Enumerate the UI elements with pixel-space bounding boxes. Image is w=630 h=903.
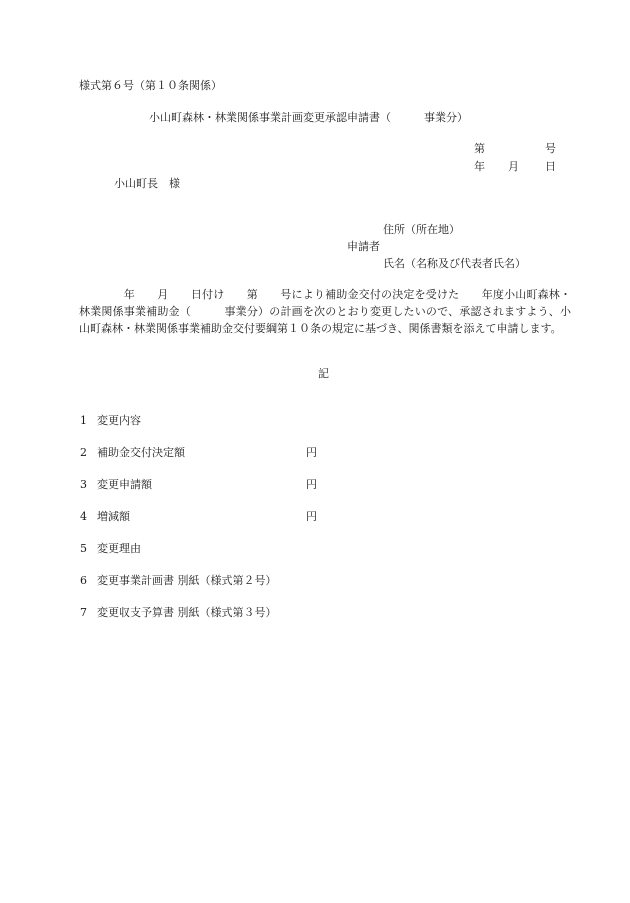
list-item-number: 5 xyxy=(80,542,87,555)
list-item xyxy=(80,607,277,618)
list-item-label: 補助金交付決定額 xyxy=(97,446,185,459)
applicant-role-label: 申請者 xyxy=(347,240,380,253)
applicant-name-label: 氏名（名称及び代表者氏名） xyxy=(383,257,526,270)
body-paragraph: 年 月 日付け 第 号により補助金交付の決定を受けた 年度小山町森林・林業関係事業補助金（ 事業分）の計画を次のとおり変更したいので、承認されますよう、小山町森林・林業関係事業補助金交付要綱第１０条の規定に基づき、関係書類を添えて申請します。 xyxy=(79,288,571,335)
list-item xyxy=(80,575,277,586)
addressee: 小山町長 様 xyxy=(114,177,180,190)
document-title: 小山町森林・林業関係事業計画変更承認申請書（ 事業分） xyxy=(149,111,468,124)
list-item-label: 増減額 xyxy=(97,510,130,523)
date-day-label: 日 xyxy=(545,160,556,173)
list-item-number: 4 xyxy=(80,510,87,523)
amount-unit: 円 xyxy=(306,478,317,491)
list-item xyxy=(80,511,130,522)
list-item-number: 3 xyxy=(80,478,87,491)
list-item xyxy=(80,415,141,426)
applicant-address-label: 住所（所在地） xyxy=(383,223,460,236)
list-item-number: 1 xyxy=(80,414,87,427)
amount-unit: 円 xyxy=(306,446,317,459)
list-item-label: 変更申請額 xyxy=(97,478,152,491)
issue-number-go: 号 xyxy=(545,142,556,155)
list-item-label: 変更理由 xyxy=(97,542,141,555)
list-item-label: 変更収支予算書 別紙（様式第３号） xyxy=(97,606,277,619)
form-number: 様式第６号（第１０条関係） xyxy=(79,79,222,92)
list-item xyxy=(80,479,152,490)
date-month-label: 月 xyxy=(508,160,519,173)
list-item xyxy=(80,447,185,458)
list-item-number: 7 xyxy=(80,606,87,619)
amount-unit: 円 xyxy=(306,510,317,523)
issue-number-dai: 第 xyxy=(474,142,485,155)
list-item xyxy=(80,543,141,554)
list-item-label: 変更事業計画書 別紙（様式第２号） xyxy=(97,574,277,587)
list-item-number: 2 xyxy=(80,446,87,459)
date-year-label: 年 xyxy=(474,160,485,173)
list-item-number: 6 xyxy=(80,574,87,587)
list-item-label: 変更内容 xyxy=(97,414,141,427)
ki-heading: 記 xyxy=(318,367,329,380)
